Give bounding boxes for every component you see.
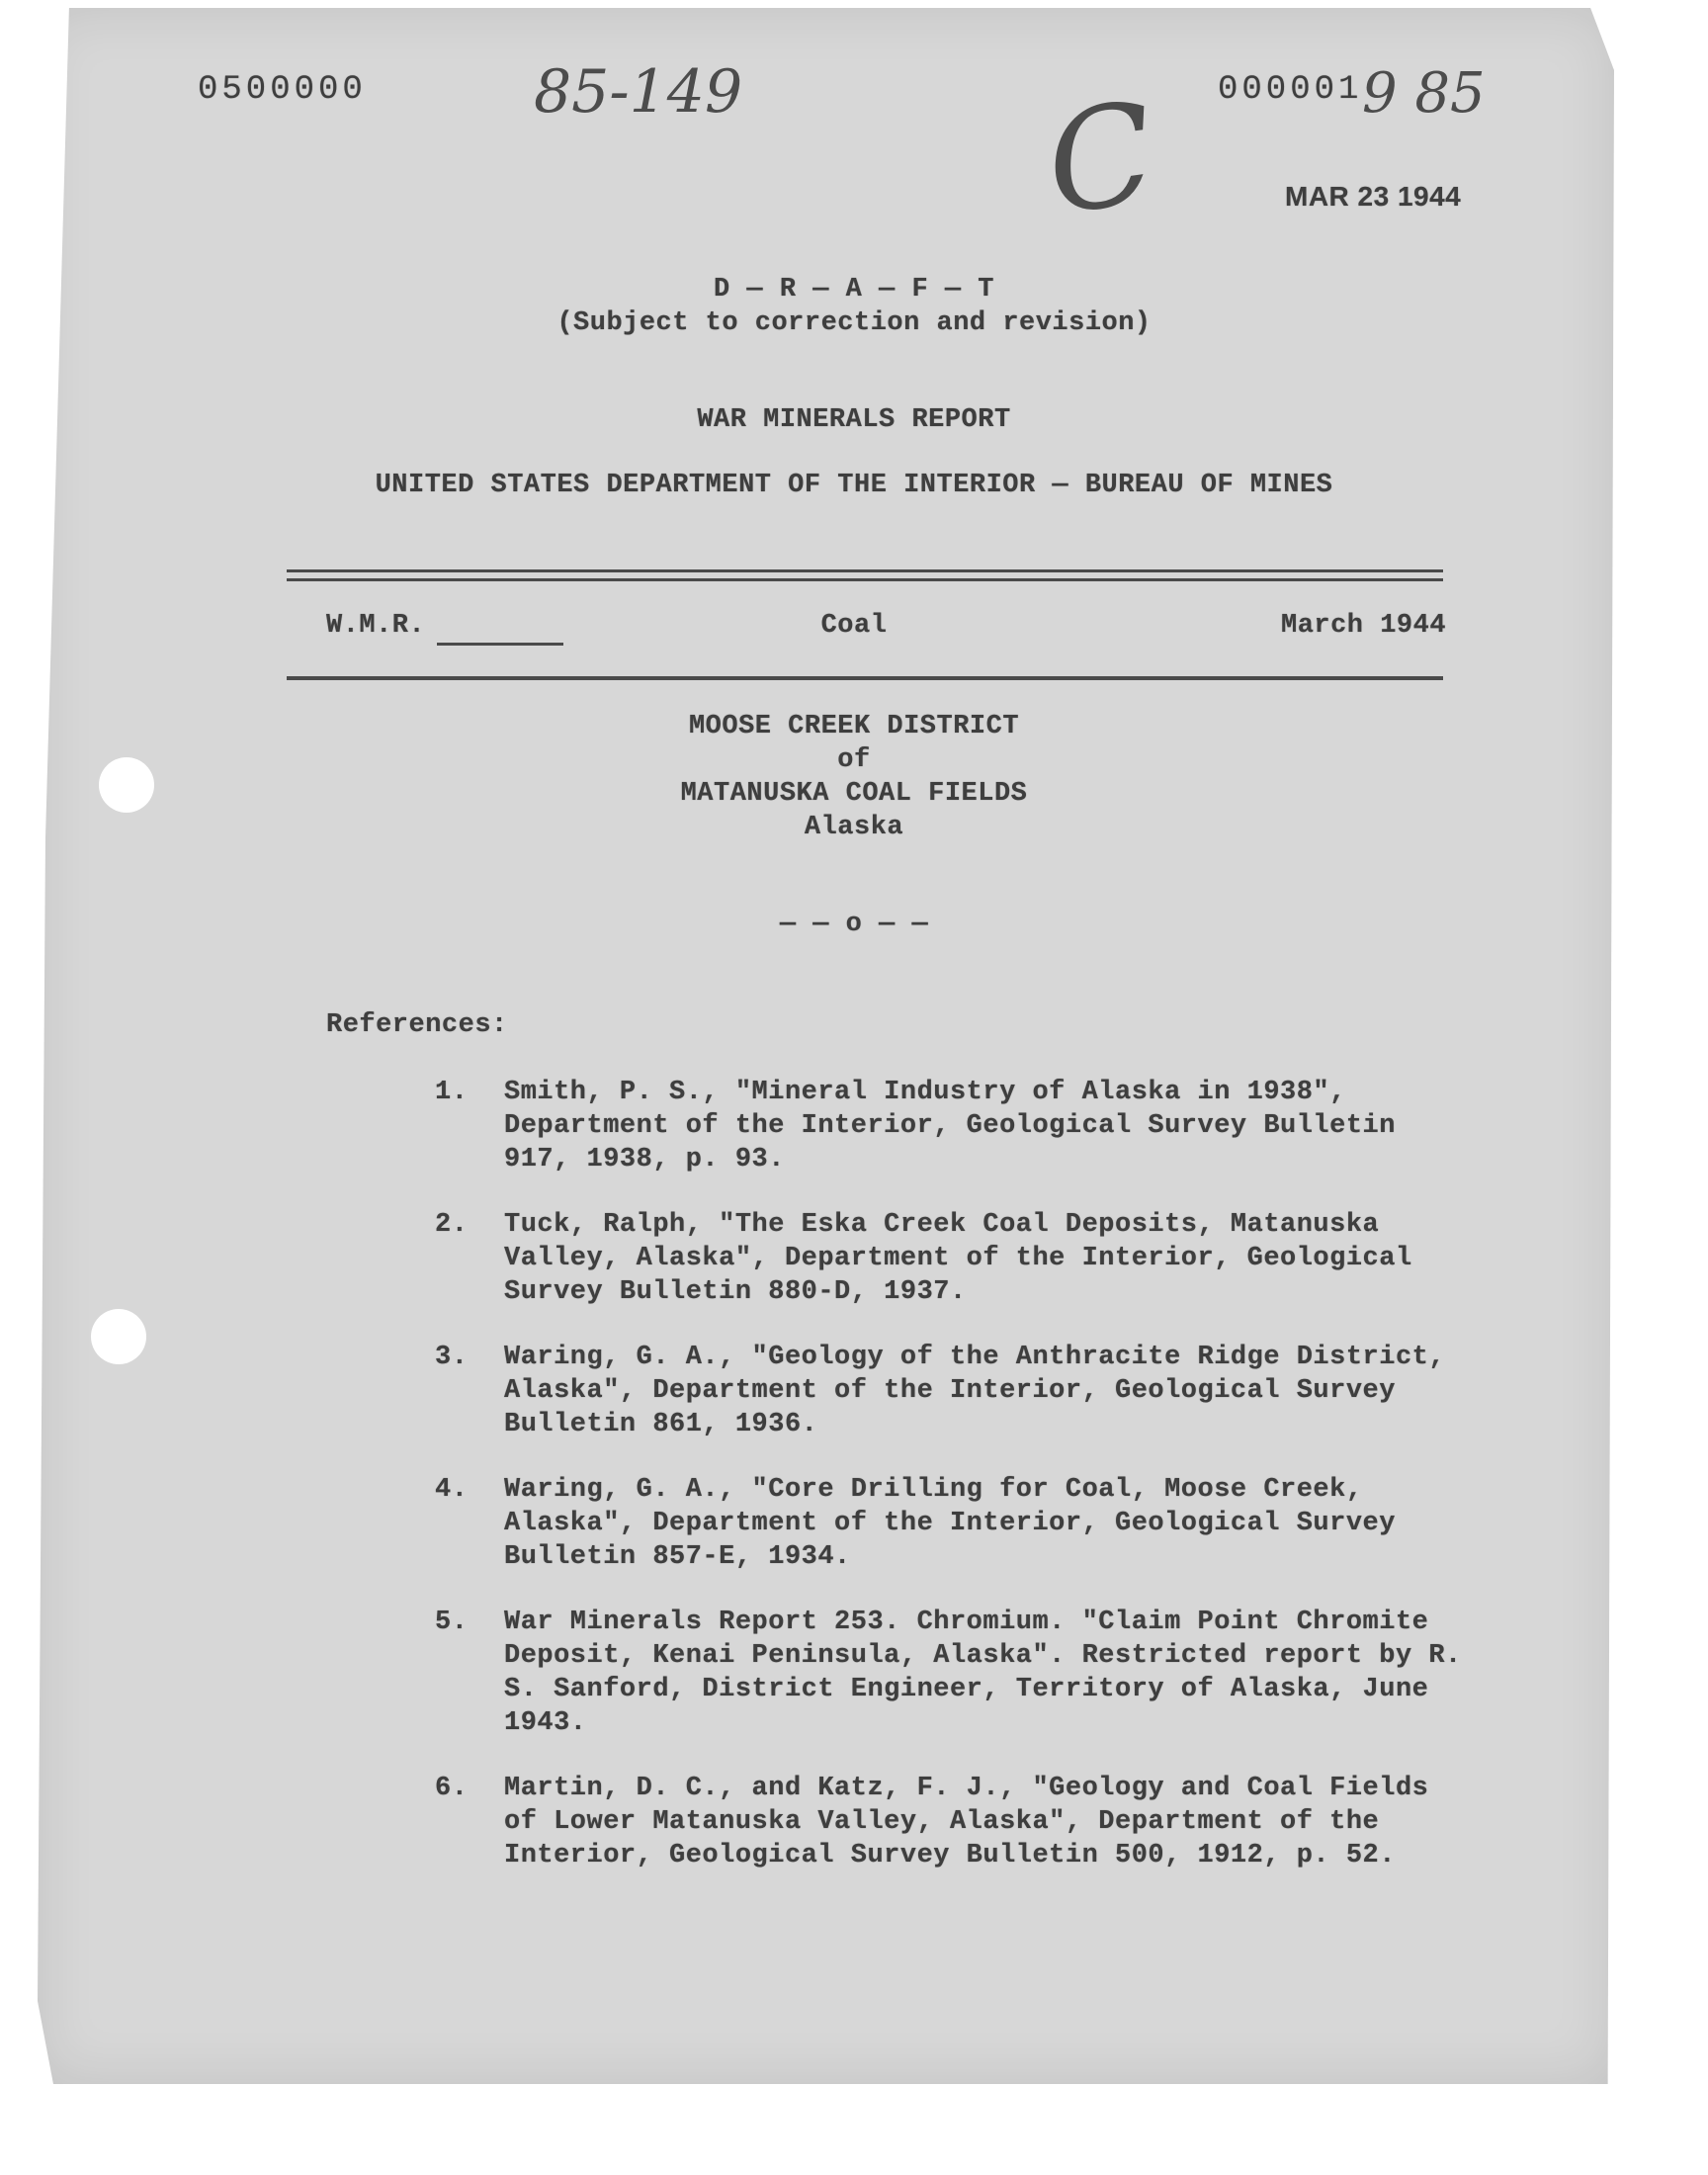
draft-label: D — R — A — F — T [714,275,994,304]
reference-item [0,1772,1708,1870]
subject-note: (Subject to correction and revision) [556,308,1152,338]
reference-item [0,1473,1708,1572]
reference-text: Smith, P. S., "Mineral Industry of Alaska in 1938", Department of the Interior, Geological Survey Bulletin 917, 1938, p. 93. [504,1078,1396,1174]
reference-text: Waring, G. A., "Core Drilling for Coal, Moose Creek, Alaska", Department of the Interior, Geological Survey Bulletin 857-E, 1934. [504,1475,1396,1572]
commodity: Coal [820,611,888,641]
report-date: March 1944 [1281,611,1447,641]
handwritten-initial: C [1037,72,1164,247]
reference-number: 4. [435,1475,469,1505]
reference-number: 2. [435,1210,469,1240]
reference-number: 3. [435,1343,469,1372]
reference-text: Tuck, Ralph, "The Eska Creek Coal Deposits, Matanuska Valley, Alaska", Department of the Interior, Geological Survey Bulletin 880-D, 1937. [504,1210,1412,1307]
reference-number: 6. [435,1774,469,1803]
location-line-4: Alaska [804,813,904,842]
report-title: WAR MINERALS REPORT [697,405,1011,435]
stamp-number-right: 000001 [1218,71,1363,109]
location-line-3: MATANUSKA COAL FIELDS [680,779,1028,809]
references-heading: References: [326,1010,508,1040]
handwritten-file-number: 85-149 [534,57,743,127]
wmr-label: W.M.R. [326,611,426,641]
stamp-number-left: 0500000 [198,71,367,109]
location-line-1: MOOSE CREEK DISTRICT [688,712,1020,741]
double-rule [287,569,1443,581]
reference-number: 1. [435,1078,469,1107]
reference-text: Martin, D. C., and Katz, F. J., "Geology and Coal Fields of Lower Matanuska Valley, Alaska", Department of the Interior, Geological Survey Bulletin 500, 1912, p. 52. [504,1774,1429,1870]
reference-text: Waring, G. A., "Geology of the Anthracite Ridge District, Alaska", Department of the Interior, Geological Survey Bulletin 861, 1936. [504,1343,1446,1439]
single-rule [287,676,1443,680]
reference-number: 5. [435,1608,469,1637]
reference-item [0,1076,1708,1174]
reference-item [0,1606,1708,1738]
reference-item [0,1208,1708,1307]
reference-text: War Minerals Report 253. Chromium. "Claim Point Chromite Deposit, Kenai Peninsula, Alaska". Restricted report by R. S. Sanford, District Engineer, Territory of Alaska, June 1943. [504,1608,1462,1738]
date-received-stamp: MAR 23 1944 [1285,181,1462,212]
reference-item [0,1341,1708,1439]
agency-line: UNITED STATES DEPARTMENT OF THE INTERIOR — BUREAU OF MINES [375,471,1333,500]
section-separator: — — o — — [779,910,929,939]
handwritten-note-top-right: 9 85 [1362,61,1486,126]
location-line-2: of [837,745,871,775]
wmr-number-blank [437,643,563,646]
